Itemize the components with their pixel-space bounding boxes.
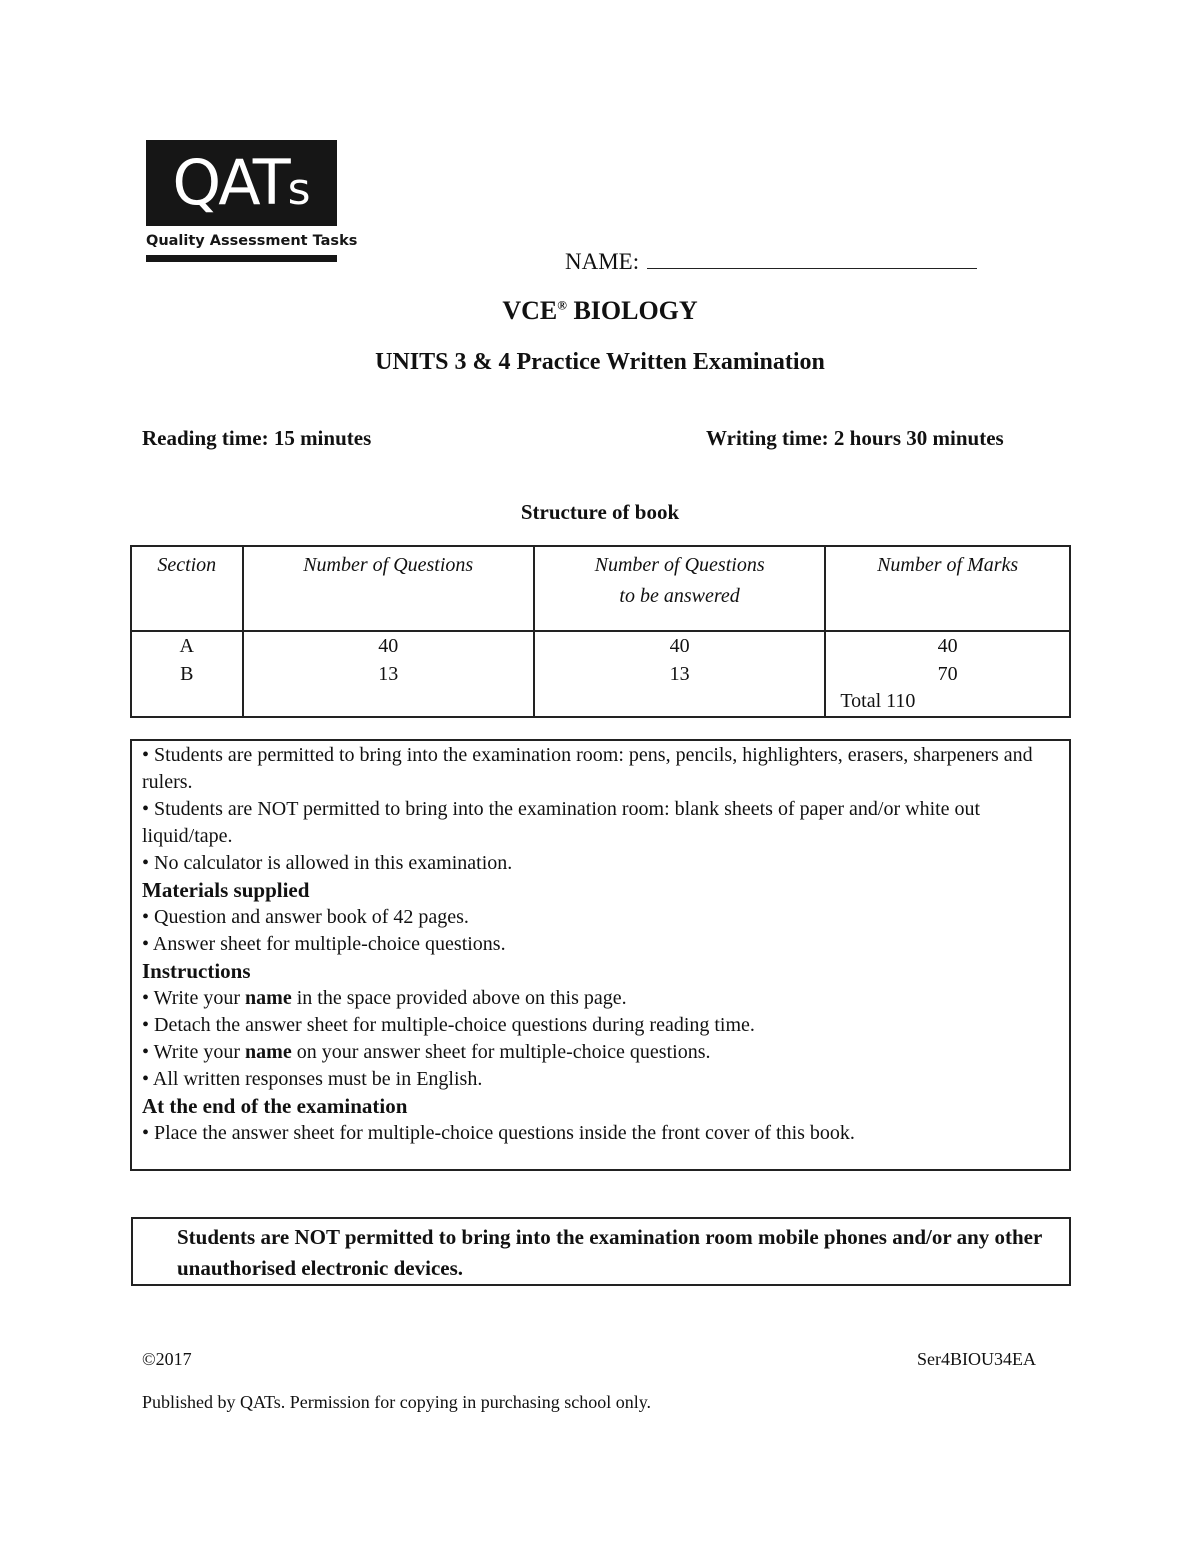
logo-mark: QATs — [172, 146, 311, 219]
total-marks: Total 110 — [840, 690, 916, 712]
list-item: • Place the answer sheet for multiple-choice questions inside the front cover of this book. — [142, 1122, 855, 1144]
instructions-heading: Instructions — [142, 959, 251, 983]
list-item: • All written responses must be in English. — [142, 1068, 483, 1090]
logo-bar — [146, 255, 337, 262]
qats-logo — [146, 140, 358, 262]
list-item: • Answer sheet for multiple-choice questions. — [142, 933, 506, 955]
table-row — [131, 631, 1070, 717]
cell-section: A B — [131, 631, 243, 717]
logo-mark-box — [146, 140, 337, 226]
name-field — [565, 248, 977, 275]
table-header-row — [131, 546, 1070, 631]
not-permitted-items: • Students are NOT permitted to bring into the examination room: blank sheets of paper and/or white out liquid/tape. — [142, 798, 981, 847]
cell-answered: 40 13 — [534, 631, 825, 717]
device-warning: Students are NOT permitted to bring into the examination room mobile phones and/or any other unauthorised electronic devices. — [131, 1217, 1071, 1286]
list-item: • Detach the answer sheet for multiple-choice questions during reading time. — [142, 1014, 755, 1036]
calculator-rule: • No calculator is allowed in this examination. — [142, 852, 513, 874]
structure-title: Structure of book — [520, 500, 680, 524]
exam-title: VCE® BIOLOGY — [502, 296, 698, 325]
list-item: • Write your name in the space provided above on this page. — [142, 987, 627, 1009]
materials-heading: Materials supplied — [142, 878, 310, 902]
list-item: • Question and answer book of 42 pages. — [142, 906, 469, 928]
cell-marks: 40 70 Total 110 — [825, 631, 1070, 717]
registered-mark: ® — [557, 297, 567, 313]
structure-table — [130, 545, 1071, 718]
name-label: NAME: — [565, 249, 640, 274]
header-questions: Number of Questions — [243, 546, 534, 631]
publisher-note: Published by QATs. Permission for copying in purchasing school only. — [142, 1392, 652, 1412]
writing-time: Writing time: 2 hours 30 minutes — [706, 426, 1004, 450]
cell-questions: 40 13 — [243, 631, 534, 717]
name-blank-line — [647, 248, 977, 269]
end-of-exam-heading: At the end of the examination — [142, 1094, 408, 1118]
instructions-box — [130, 739, 1071, 1171]
header-marks: Number of Marks — [825, 546, 1070, 631]
logo-tagline: Quality Assessment Tasks — [146, 233, 358, 249]
list-item: • Write your name on your answer sheet for multiple-choice questions. — [142, 1041, 711, 1063]
header-answered: Number of Questions to be answered — [534, 546, 825, 631]
paper-code: Ser4BIOU34EA — [917, 1349, 1036, 1369]
copyright: ©2017 — [142, 1349, 192, 1369]
header-section: Section — [131, 546, 243, 631]
permitted-items: • Students are permitted to bring into the examination room: pens, pencils, highlighters, erasers, sharpeners and rulers. — [142, 744, 1033, 793]
reading-time: Reading time: 15 minutes — [142, 426, 372, 450]
exam-subtitle: UNITS 3 & 4 Practice Written Examination — [375, 349, 825, 375]
